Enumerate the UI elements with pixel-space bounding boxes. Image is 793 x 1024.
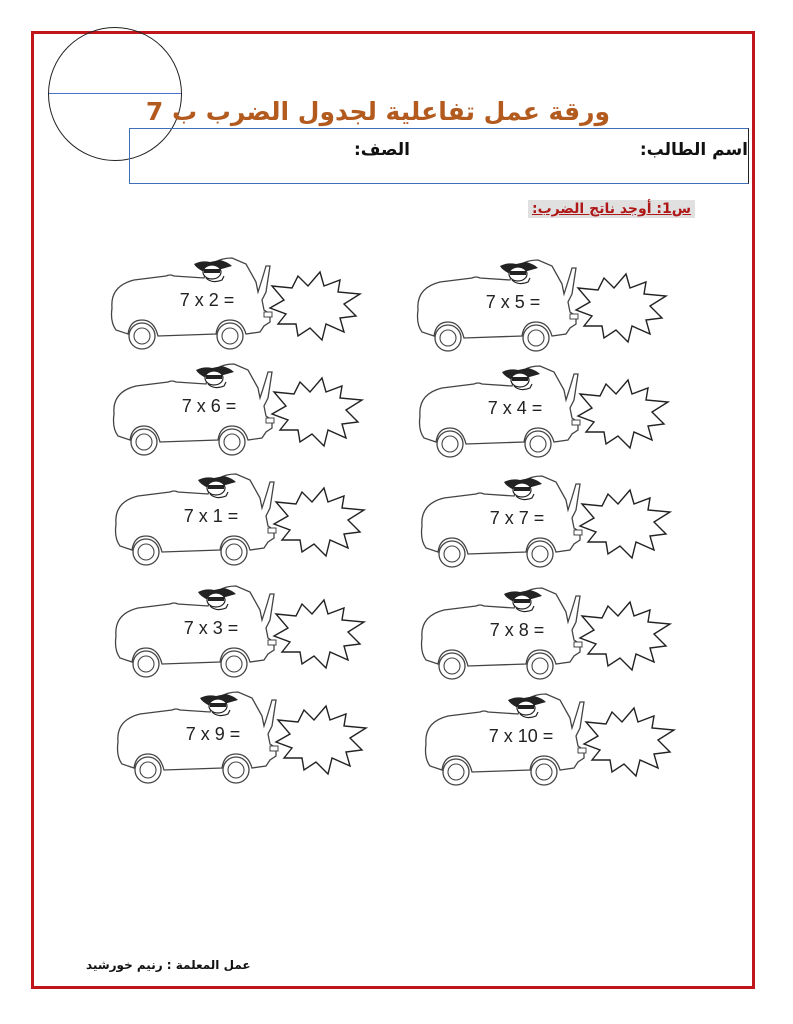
teacher-credit: عمل المعلمة : رنيم خورشيد: [86, 958, 251, 972]
problem-equation: 7 x 2 =: [179, 290, 235, 310]
question-label: س1: أوجد ناتج الضرب:: [528, 200, 695, 218]
starburst-answer-shape: [274, 488, 364, 556]
problem-equation: 7 x 9 =: [185, 724, 241, 744]
starburst-answer-shape: [580, 602, 670, 670]
problem-car: [110, 584, 370, 679]
problem-car: [414, 364, 674, 459]
starburst-answer-shape: [580, 490, 670, 558]
problem-equation: 7 x 1 =: [183, 506, 239, 526]
starburst-answer-shape: [584, 708, 674, 776]
starburst-answer-shape: [276, 706, 366, 774]
starburst-answer-shape: [274, 600, 364, 668]
problem-car: [416, 474, 676, 569]
starburst-answer-shape: [272, 378, 362, 446]
worksheet-title: ورقة عمل تفاعلية لجدول الضرب ب 7: [145, 97, 610, 126]
problem-equation: 7 x 5 =: [485, 292, 541, 312]
problem-car: [106, 256, 366, 351]
problem-equation: 7 x 4 =: [487, 398, 543, 418]
problem-car: [420, 692, 680, 787]
problem-car: [108, 362, 368, 457]
problem-equation: 7 x 3 =: [183, 618, 239, 638]
problem-equation: 7 x 10 =: [488, 726, 554, 746]
problem-equation: 7 x 8 =: [489, 620, 545, 640]
problem-equation: 7 x 7 =: [489, 508, 545, 528]
problem-equation: 7 x 6 =: [181, 396, 237, 416]
starburst-answer-shape: [578, 380, 668, 448]
student-name-label: اسم الطالب:: [639, 140, 748, 160]
problem-car: [416, 586, 676, 681]
class-label: الصف:: [353, 140, 410, 160]
starburst-answer-shape: [270, 272, 360, 340]
problem-car: [112, 690, 372, 785]
problem-car: [412, 258, 672, 353]
starburst-answer-shape: [576, 274, 666, 342]
problem-car: [110, 472, 370, 567]
